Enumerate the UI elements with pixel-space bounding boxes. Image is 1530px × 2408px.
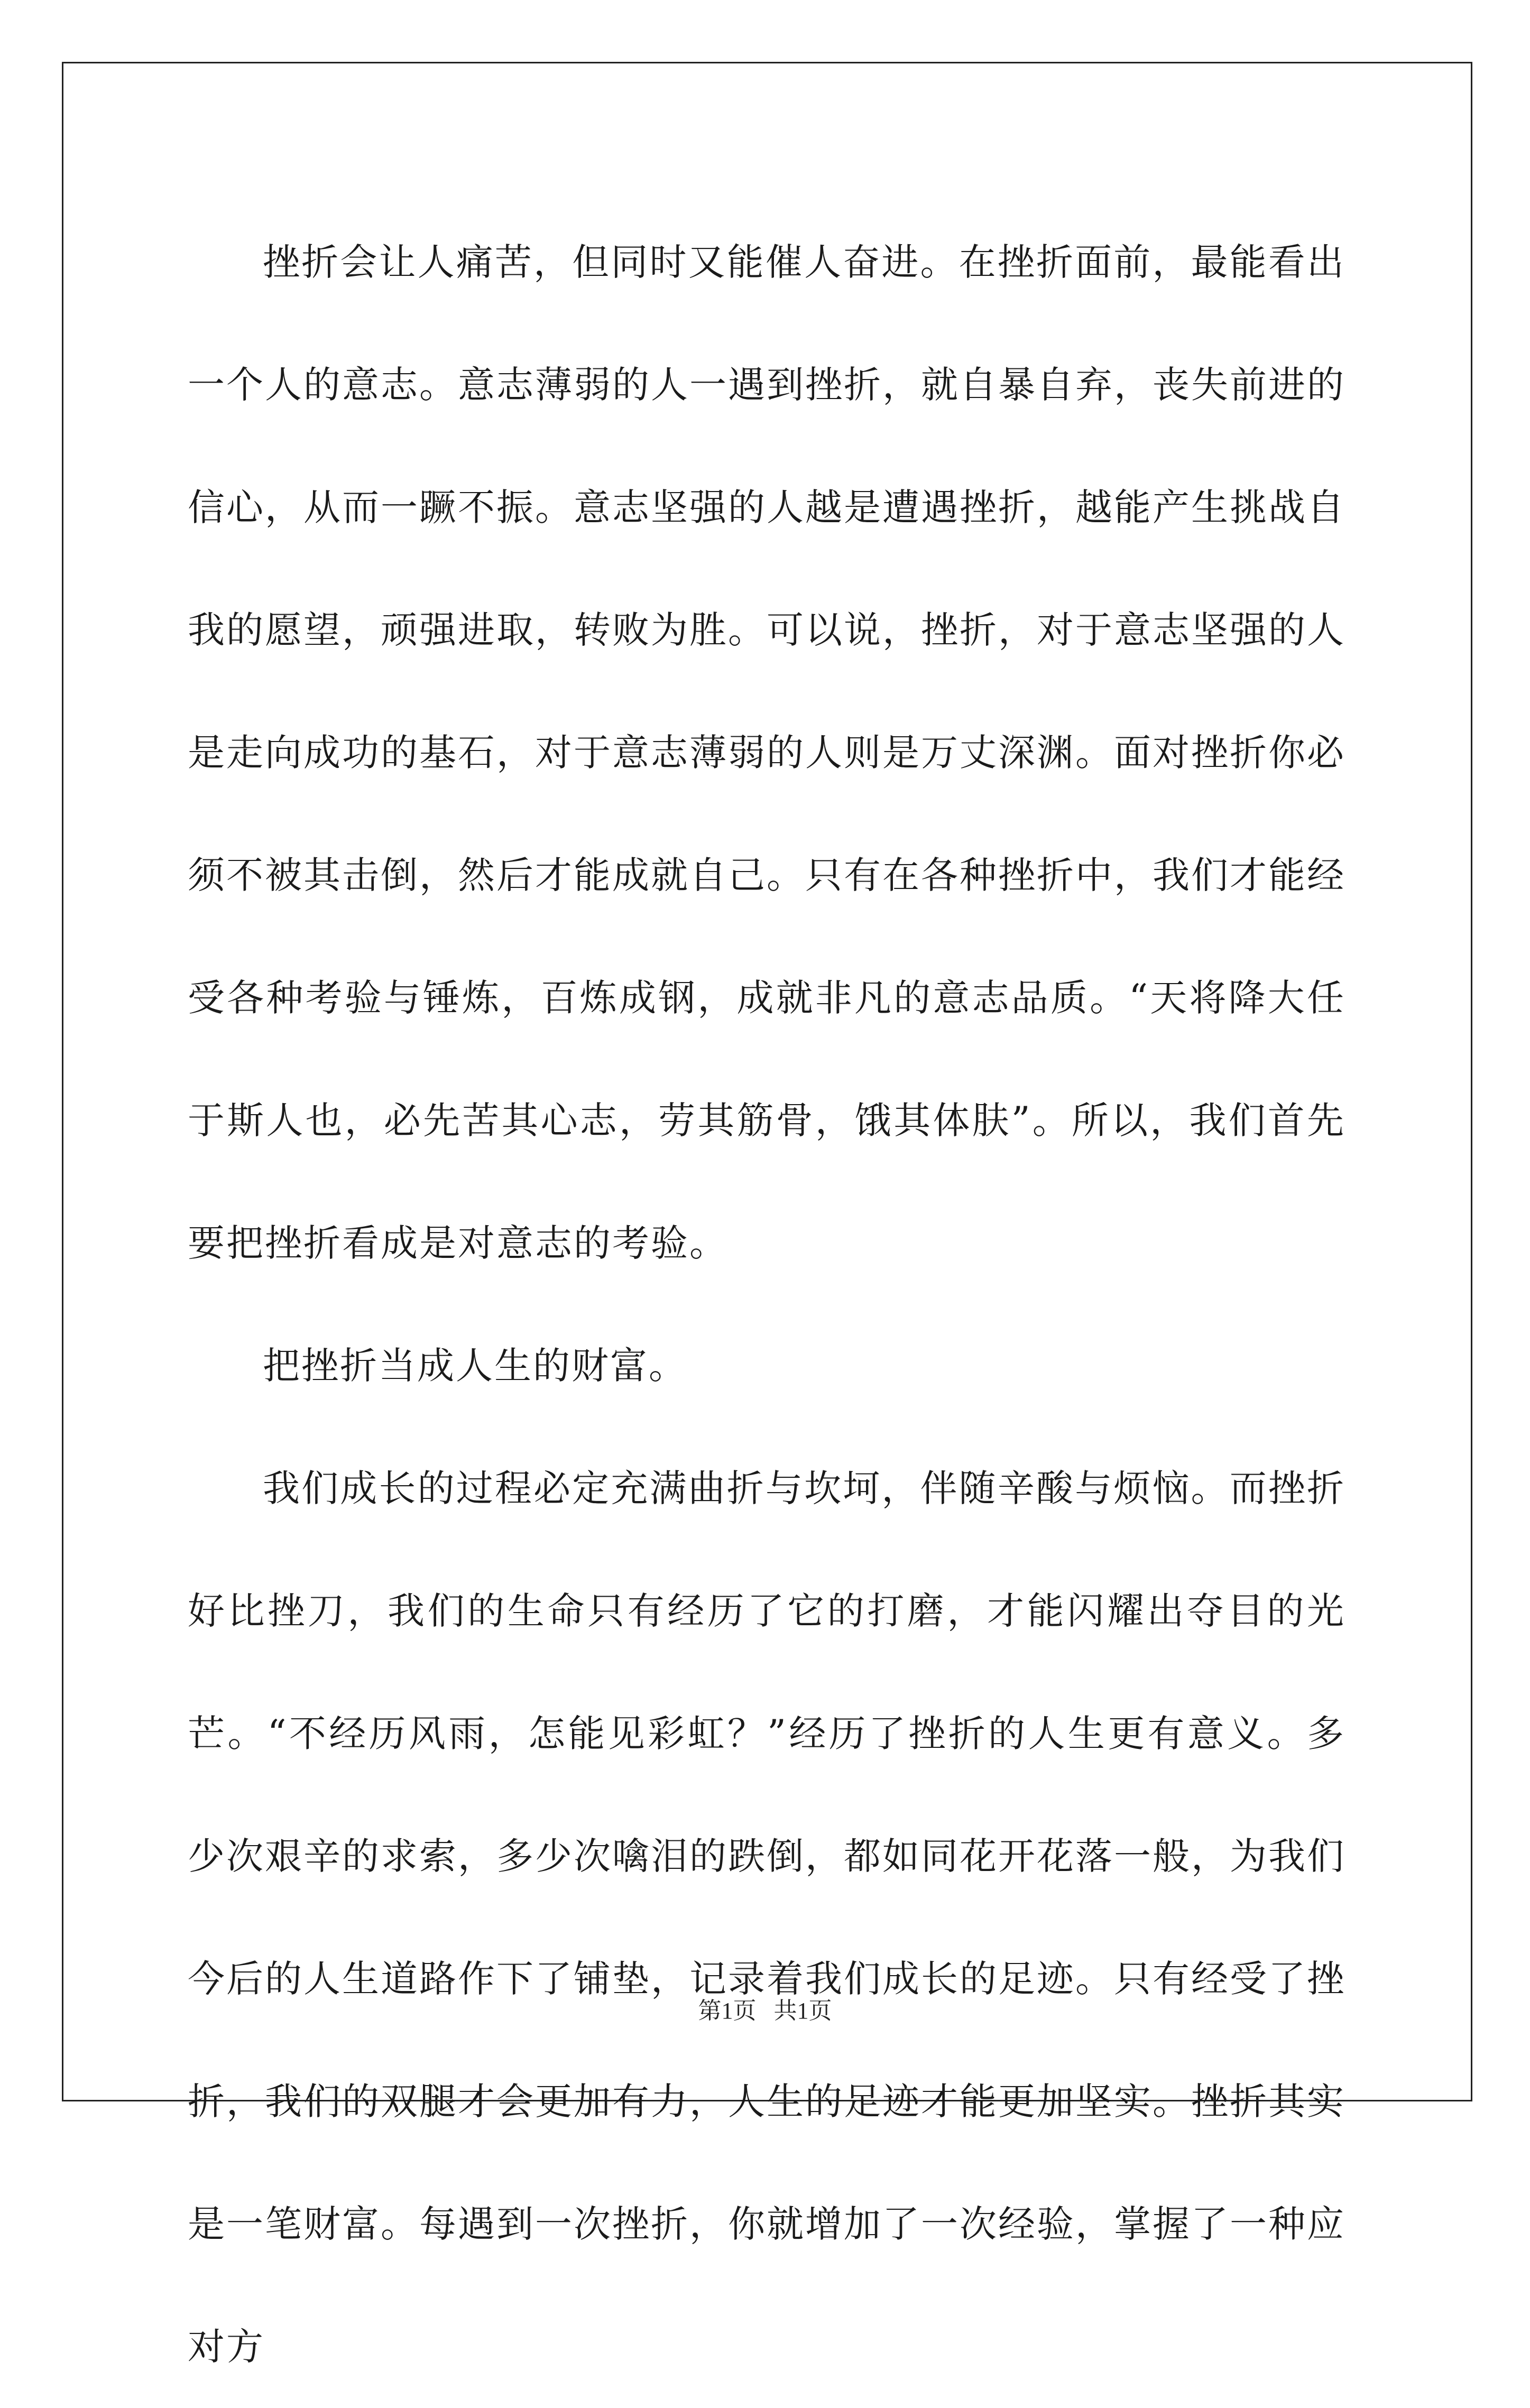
page-footer — [0, 1992, 1530, 2025]
paragraph-2: 把挫折当成人生的财富。 — [263, 1344, 687, 1387]
document-body — [188, 201, 1345, 2408]
page-number: 第1页 — [698, 1998, 757, 2024]
paragraph-3: 我们成长的过程必定充满曲折与坎坷，伴随辛酸与烦恼。而挫折好比挫刀，我们的生命只有经历了它的打磨，才能闪耀出夺目的光芒。“不经历风雨，怎能见彩虹？”经历了挫折的人生更有意义。多少次艰辛的求索，多少次噙泪的跌倒，都如同花开花落一般，为我们今后的人生道路作下了铺垫，记录着我们成长的足迹。只有经受了挫折，我们的双腿才会更加有力，人生的足迹才能更加坚实。挫折其实是一笔财富。每遇到一次挫折，你就增加了一次经验，掌握了一种应对方 — [188, 1467, 1345, 2368]
paragraph-1: 挫折会让人痛苦，但同时又能催人奋进。在挫折面前，最能看出一个人的意志。意志薄弱的人一遇到挫折，就自暴自弃，丧失前进的信心，从而一蹶不振。意志坚强的人越是遭遇挫折，越能产生挑战自我的愿望，顽强进取，转败为胜。可以说，挫折，对于意志坚强的人是走向成功的基石，对于意志薄弱的人则是万丈深渊。面对挫折你必须不被其击倒，然后才能成就自己。只有在各种挫折中，我们才能经受各种考验与锤炼，百炼成钢，成就非凡的意志品质。“天将降大任于斯人也，必先苦其心志，劳其筋骨，饿其体肤”。所以，我们首先要把挫折看成是对意志的考验。 — [188, 240, 1345, 1265]
page-total: 共1页 — [773, 1998, 832, 2024]
